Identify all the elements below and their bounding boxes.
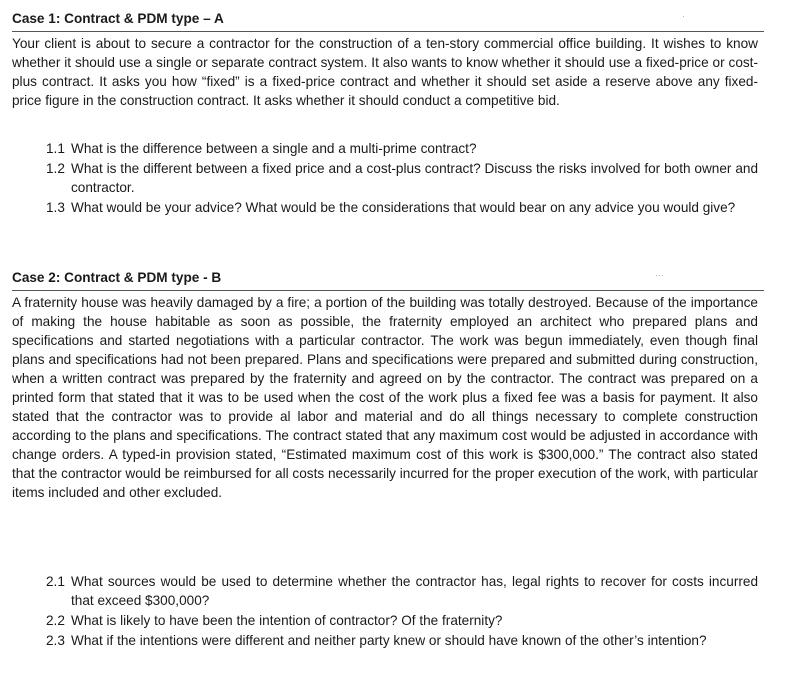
question-text: What would be your advice? What would be the considerations that would bear on any advice you would give? <box>71 200 736 215</box>
question-text: What sources would be used to determine whether the contractor has, legal rights to recover for costs incurred that exceed $300,000? <box>71 574 758 608</box>
question-text: What if the intentions were different and neither party knew or should have known of the other’s intention? <box>71 633 707 648</box>
scan-speck: ··· <box>655 270 664 280</box>
case1-question-list <box>46 139 758 218</box>
question-number: 1.1 <box>46 141 65 156</box>
scan-speck: · <box>682 11 685 21</box>
question-number: 2.3 <box>46 633 65 648</box>
case1-heading-rule <box>12 31 764 32</box>
case2-heading-rule <box>12 290 764 291</box>
question-text: What is the difference between a single and a multi-prime contract? <box>71 141 477 156</box>
case1-question-1-1 <box>46 139 758 158</box>
question-number: 2.2 <box>46 613 65 628</box>
question-text: What is the different between a fixed price and a cost-plus contract? Discuss the risks involved for both owner and contractor. <box>71 161 758 195</box>
question-number: 1.2 <box>46 161 65 176</box>
case2-heading: Case 2: Contract & PDM type - B <box>12 270 222 285</box>
case1-question-1-3 <box>46 198 758 217</box>
question-number: 2.1 <box>46 574 65 589</box>
case1-question-1-2 <box>46 159 758 197</box>
case2-question-2-2 <box>46 611 758 630</box>
question-text: What is likely to have been the intention of contractor? Of the fraternity? <box>71 613 503 628</box>
case2-question-2-3 <box>46 631 758 650</box>
case2-body: A fraternity house was heavily damaged by a fire; a portion of the building was totally destroyed. Because of the importance of making the house habitable as soon as possible, the fraternity employed an architect who prepared plans and specifications and started negotiations with a particular contractor. The work was begun immediately, even though final plans and specifications had not been prepared. Plans and specifications were prepared and submitted during construction, when a written contract was prepared by the fraternity and agreed on by the contractor. The contract was prepared on a printed form that stated that it was to be used when the cost of the work plus a fixed fee was a basis for payment. It also stated that the contractor was to provide al labor and material and do all things necessary to complete construction according to the plans and specifications. The contract stated that any maximum cost would be adjusted in accordance with change orders. A typed-in provision stated, “Estimated maximum cost of this work is $300,000.” The contract also stated that the contractor would be reimbursed for all costs necessarily incurred for the proper execution of the work, with particular items included and other excluded. <box>12 295 758 500</box>
case1-heading: Case 1: Contract & PDM type – A <box>12 11 224 26</box>
question-number: 1.3 <box>46 200 65 215</box>
case2-question-list <box>46 572 758 651</box>
case2-question-2-1 <box>46 572 758 610</box>
case1-body: Your client is about to secure a contractor for the construction of a ten-story commercial office building. It wishes to know whether it should use a single or separate contract system. It also wants to know whether it should use a fixed-price or cost-plus contract. It asks you how “fixed” is a fixed-price contract and whether it should set aside a reserve above any fixed-price figure in the construction contract. It asks whether it should conduct a competitive bid. <box>12 36 758 108</box>
